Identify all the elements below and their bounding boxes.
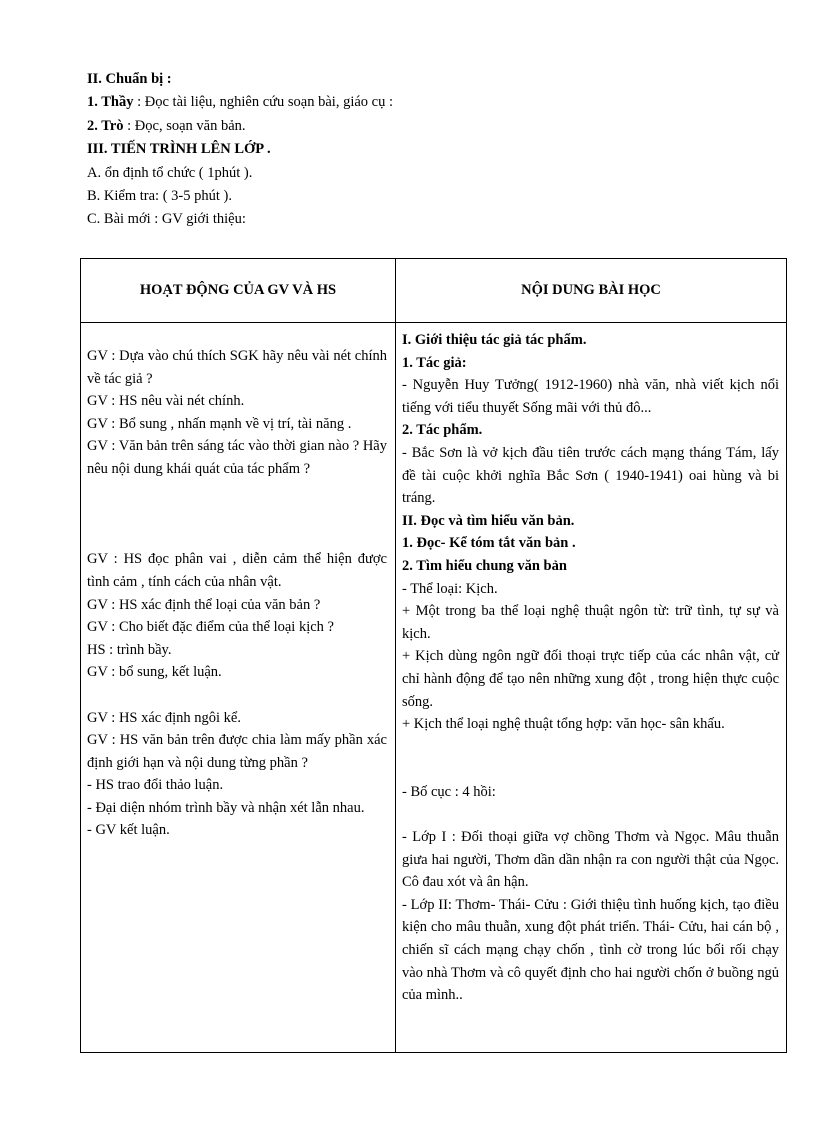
spacer [402, 803, 779, 826]
activity-line: GV : HS văn bản trên được chia làm mấy phần xác định giới hạn và nội dung từng phần ? [87, 732, 387, 771]
process-heading: III. TIẾN TRÌNH LÊN LỚP . [87, 141, 271, 158]
activity-line: GV : Văn bản trên sáng tác vào thời gian nào ? Hãy nêu nội dung khái quát của tác phẩm ? [87, 438, 387, 477]
read-heading: 1. Đọc- Kể tóm tắt văn bản . [402, 535, 576, 552]
student-label: 2. Trò [87, 117, 124, 134]
activities-cell [81, 323, 396, 1053]
spacer [87, 526, 387, 549]
activity-line: HS : trình bầy. [87, 641, 172, 658]
genre-point: + Kịch dùng ngôn ngữ đối thoại trực tiếp của các nhân vật, cử chỉ hành động để tạo nên những xung đột , trong hiện thực cuộc sống. [402, 648, 779, 710]
section-heading: II. Đọc và tìm hiểu văn bản. [402, 512, 575, 529]
spacer [87, 503, 387, 526]
prep-heading: II. Chuẩn bị : [87, 71, 172, 87]
step-a: A. ổn định tổ chức ( 1phút ). [87, 164, 253, 181]
spacer [87, 684, 387, 707]
author-heading: 1. Tác giả: [402, 354, 467, 371]
teacher-label: 1. Thầy [87, 94, 134, 111]
activity-line: GV : bổ sung, kết luận. [87, 664, 222, 681]
general-heading: 2. Tìm hiểu chung văn bản [402, 557, 567, 574]
layout-line: - Bố cục : 4 hồi: [402, 783, 496, 800]
act-description: - Lớp II: Thơm- Thái- Cửu : Giới thiệu tình huống kịch, tạo điều kiện cho mâu thuẫn, xung đột phát triển. Thái- Cửu, hai cán bộ , chiến sĩ cách mạng chạy chốn , tình cờ trong lúc bối rối chạy vào nhà Thơm và cô quyết định cho hai người chốn ở buồng ngủ của mình.. [402, 896, 779, 1004]
section-heading: I. Giới thiệu tác giả tác phẩm. [402, 332, 587, 348]
activity-line: GV : HS xác định thể loại của văn bản ? [87, 596, 321, 613]
activity-line: GV : HS nêu vài nét chính. [87, 393, 245, 410]
work-heading: 2. Tác phẩm. [402, 422, 483, 439]
activity-line: GV : Cho biết đặc điểm của thể loại kịch ? [87, 619, 334, 636]
lesson-table [80, 258, 787, 1053]
spacer [402, 736, 779, 759]
activity-line: - Đại diện nhóm trình bầy và nhận xét lẫn nhau. [87, 799, 365, 816]
spacer [87, 481, 387, 504]
author-text: - Nguyễn Huy Tưởng( 1912-1960) nhà văn, nhà viết kịch nổi tiếng với tiểu thuyết Sống mãi với thủ đô... [402, 377, 779, 416]
genre-line: - Thể loại: Kịch. [402, 580, 498, 597]
act-description: - Lớp I : Đối thoại giữa vợ chồng Thơm và Ngọc. Mâu thuẫn giưa hai người, Thơm dần dần nhận ra con người thật của Ngọc. Cô đau xót và ân hận. [402, 829, 779, 891]
activity-line: GV : HS xác định ngôi kể. [87, 709, 241, 726]
student-text: : Đọc, soạn văn bản. [123, 117, 246, 134]
spacer [402, 758, 779, 781]
teacher-line [87, 91, 767, 114]
teacher-text: : Đọc tài liệu, nghiên cứu soạn bài, giáo cụ : [133, 94, 394, 111]
activity-line: GV : HS đọc phân vai , diễn cảm thể hiện được tình cảm , tính cách của nhân vật. [87, 551, 387, 590]
activity-line: - GV kết luận. [87, 822, 170, 839]
student-line [87, 115, 767, 138]
step-c: C. Bài mới : GV giới thiệu: [87, 211, 246, 228]
genre-point: + Một trong ba thể loại nghệ thuật ngôn từ: trữ tình, tự sự và kịch. [402, 603, 779, 642]
work-text: - Bắc Sơn là vở kịch đầu tiên trước cách mạng tháng Tám, lấy đề tài cuộc khởi nghĩa Bắc Sơn ( 1940-1941) oai hùng và bi tráng. [402, 444, 779, 507]
content-cell [396, 323, 787, 1053]
header-content: NỘI DUNG BÀI HỌC [396, 259, 787, 323]
activity-line: - HS trao đổi thảo luận. [87, 777, 224, 794]
activity-line: GV : Dựa vào chú thích SGK hãy nêu vài nét chính về tác giả ? [87, 348, 387, 387]
lesson-intro [87, 68, 767, 232]
activity-line: GV : Bổ sung , nhấn mạnh về vị trí, tài năng . [87, 415, 352, 432]
genre-point: + Kịch thể loại nghệ thuật tổng hợp: văn học- sân khấu. [402, 716, 725, 733]
step-b: B. Kiểm tra: ( 3-5 phút ). [87, 188, 232, 205]
header-activities: HOẠT ĐỘNG CỦA GV VÀ HS [81, 259, 396, 323]
